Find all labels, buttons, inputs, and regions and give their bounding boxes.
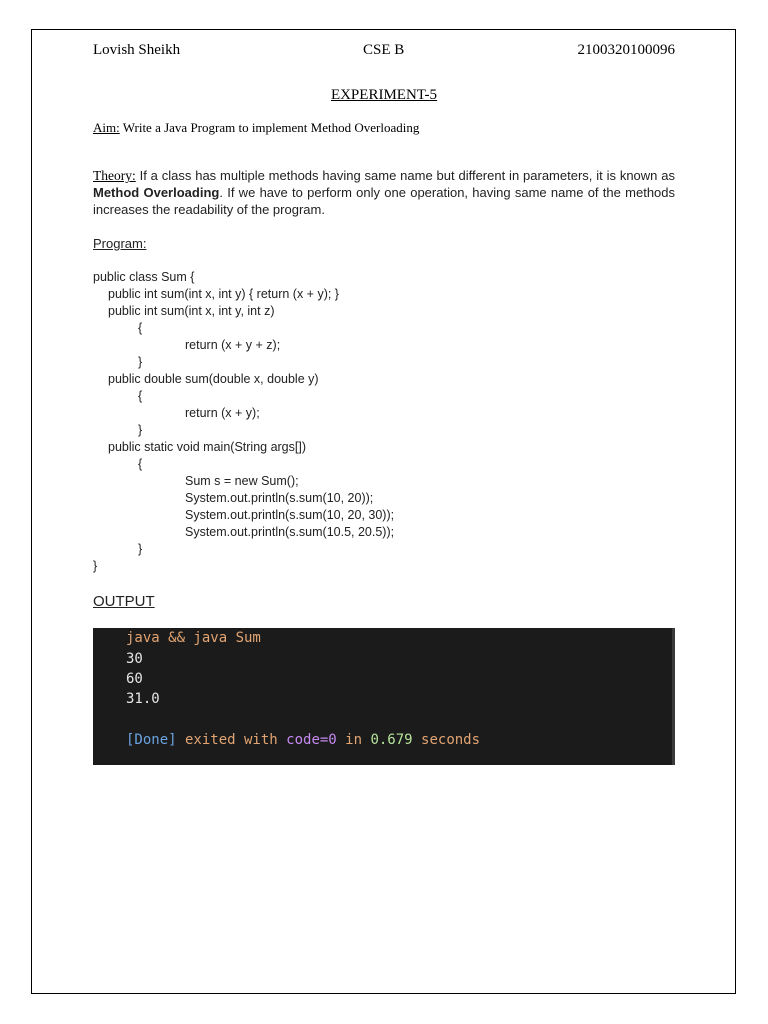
aim-label: Aim: bbox=[93, 120, 120, 135]
code-line: public int sum(int x, int y) { return (x + y); } bbox=[108, 287, 339, 301]
theory-label: Theory: bbox=[93, 168, 136, 183]
terminal-output-line: 60 bbox=[126, 671, 143, 687]
done-tag: [Done] bbox=[126, 732, 177, 748]
student-name: Lovish Sheikh bbox=[93, 42, 181, 58]
student-section: CSE B bbox=[363, 42, 405, 58]
code-listing bbox=[93, 269, 653, 575]
code-line: } bbox=[138, 423, 143, 437]
page-header bbox=[93, 42, 675, 62]
seconds-text: seconds bbox=[412, 732, 481, 748]
output-label: OUTPUT bbox=[93, 593, 155, 610]
theory-bold-term: Method Overloading bbox=[93, 185, 220, 200]
code-line: return (x + y); bbox=[185, 406, 260, 420]
program-label: Program: bbox=[93, 236, 147, 251]
terminal-output bbox=[93, 628, 675, 765]
code-line: System.out.println(s.sum(10, 20, 30)); bbox=[185, 508, 395, 522]
code-line: } bbox=[138, 542, 143, 556]
terminal-output-line: 30 bbox=[126, 651, 143, 667]
code-line: } bbox=[138, 355, 143, 369]
code-line: public double sum(double x, double y) bbox=[108, 372, 319, 386]
code-line: { bbox=[138, 389, 143, 403]
code-line: { bbox=[138, 457, 143, 471]
theory-text-2: . If we have to perform only one operation, having same name of the methods increases the readability of the program. bbox=[93, 185, 676, 217]
in-text: in bbox=[336, 732, 371, 748]
code-line: System.out.println(s.sum(10, 20)); bbox=[185, 491, 374, 505]
experiment-title-text: EXPERIMENT-5 bbox=[330, 87, 438, 103]
code-line: System.out.println(s.sum(10.5, 20.5)); bbox=[185, 525, 395, 539]
aim-text: Write a Java Program to implement Method Overloading bbox=[119, 120, 420, 135]
theory-text-1: If a class has multiple methods having same name but different in parameters, it is known as bbox=[135, 168, 675, 183]
terminal-output-line: 31.0 bbox=[126, 691, 160, 707]
theory-paragraph bbox=[93, 167, 675, 218]
terminal-command: java && java Sum bbox=[126, 630, 261, 646]
code-line: public class Sum { bbox=[93, 270, 195, 284]
experiment-title bbox=[93, 87, 675, 104]
code-line: public static void main(String args[]) bbox=[108, 440, 306, 454]
code-line: { bbox=[138, 321, 143, 335]
code-line: } bbox=[93, 559, 98, 573]
exited-text: exited with bbox=[176, 732, 287, 748]
roll-number: 2100320100096 bbox=[577, 42, 675, 58]
exit-code: code=0 bbox=[286, 732, 337, 748]
elapsed-time: 0.679 bbox=[370, 732, 413, 748]
terminal-done-line bbox=[126, 732, 480, 748]
code-line: return (x + y + z); bbox=[185, 338, 281, 352]
code-line: public int sum(int x, int y, int z) bbox=[108, 304, 275, 318]
code-line: Sum s = new Sum(); bbox=[185, 474, 299, 488]
aim-paragraph bbox=[93, 120, 675, 136]
